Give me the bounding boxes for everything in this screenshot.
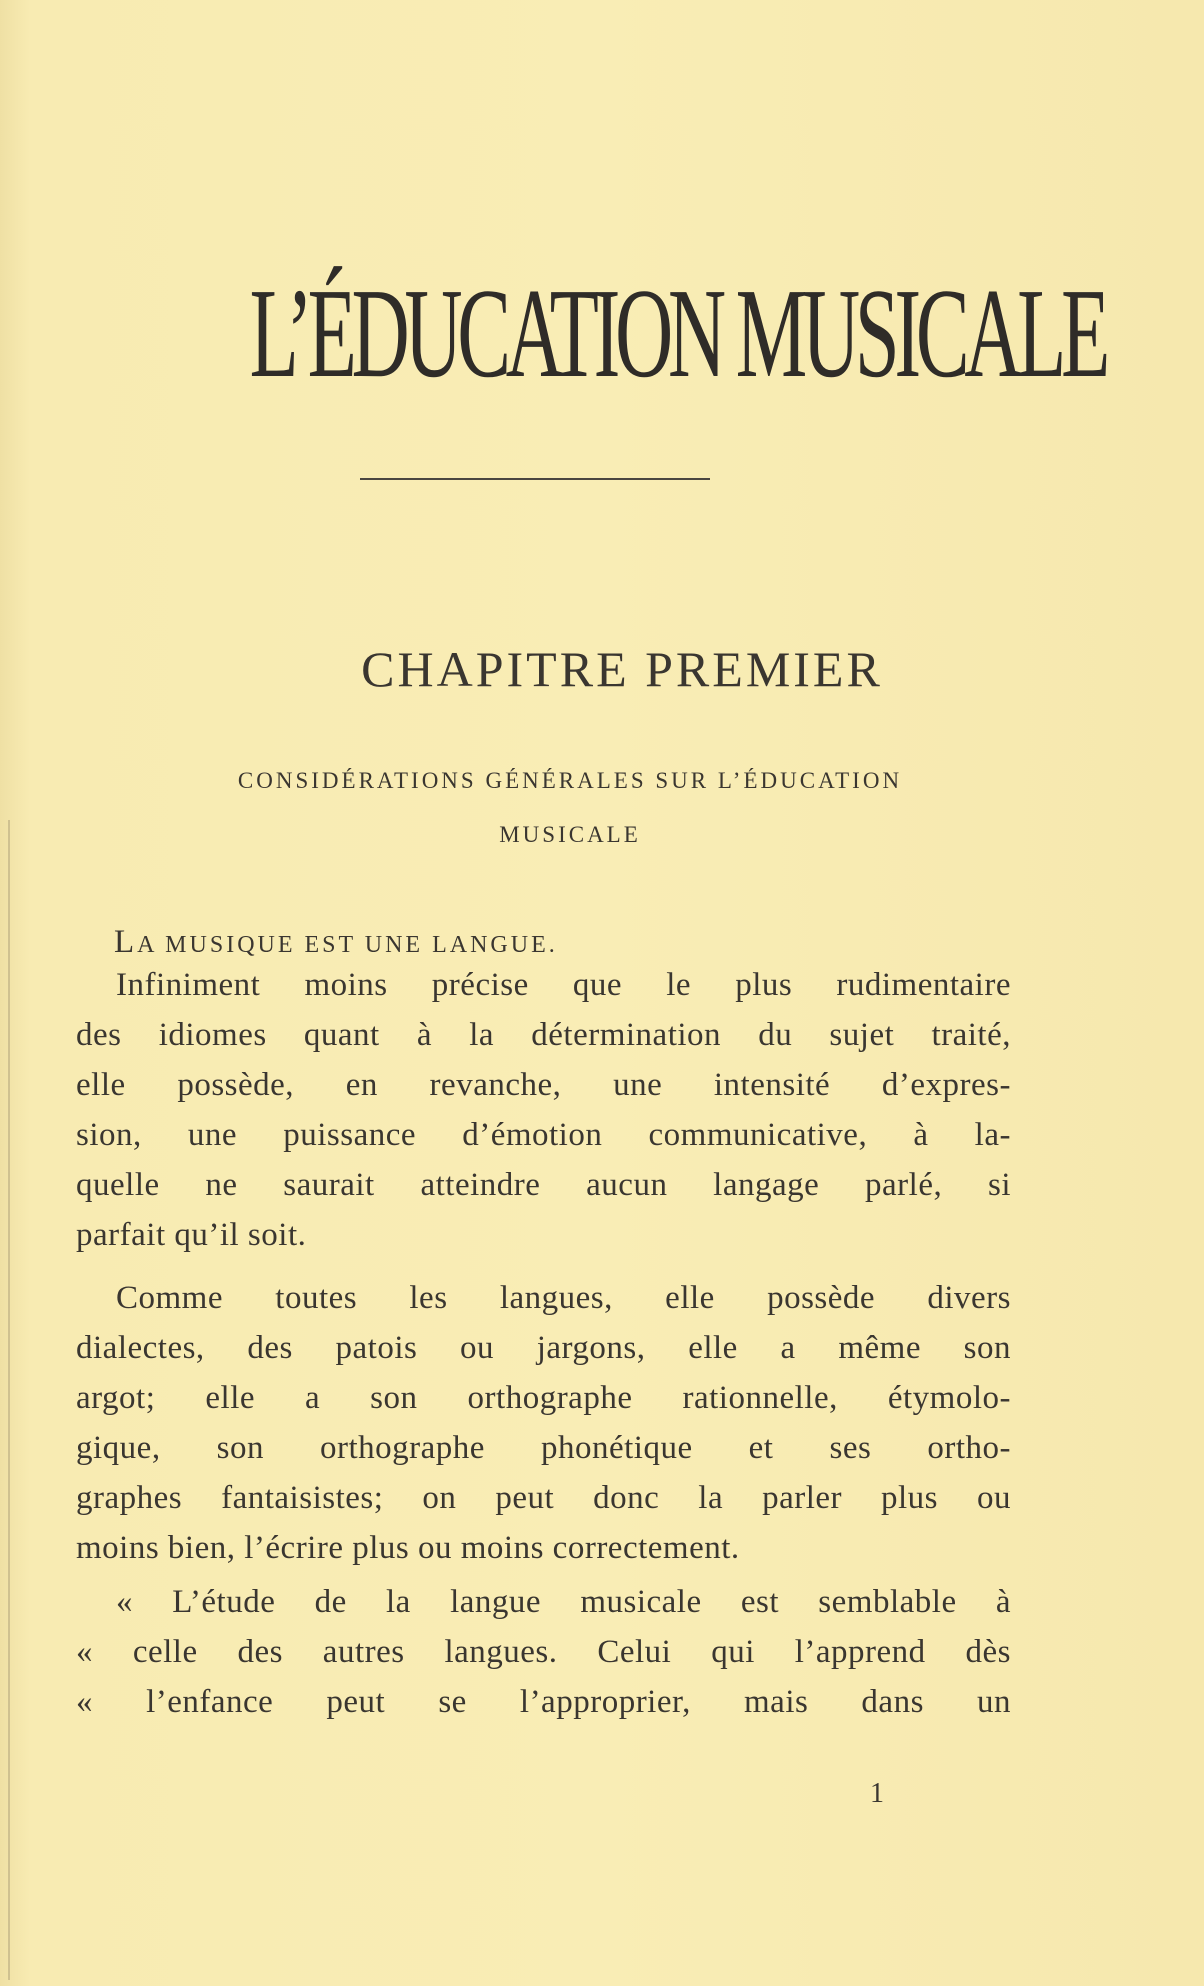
text-line: argot; elle a son orthographe rationnelle, étymolo-	[76, 1380, 1011, 1416]
text-line: gique, son orthographe phonétique et ses ortho-	[76, 1430, 1011, 1466]
text-line: « l’enfance peut se l’approprier, mais dans un	[76, 1684, 1011, 1720]
text-line: parfait qu’il soit.	[76, 1217, 307, 1253]
page-edge-line	[8, 820, 10, 1980]
text-line: sion, une puissance d’émotion communicative, à la-	[76, 1117, 1011, 1153]
book-title: L’ÉDUCATION MUSICALE	[249, 262, 1106, 405]
text-line: « celle des autres langues. Celui qui l’apprend dès	[76, 1634, 1011, 1670]
opening-line	[114, 924, 558, 961]
text-line: elle possède, en revanche, une intensité d’expres-	[76, 1067, 1011, 1103]
text-line: « L’étude de la langue musicale est semblable à	[116, 1584, 1011, 1620]
page-number: 1	[870, 1778, 884, 1809]
text-line: des idiomes quant à la détermination du sujet traité,	[76, 1017, 1011, 1053]
opening-rest: A MUSIQUE EST UNE LANGUE.	[137, 932, 558, 958]
chapter-subtitle-line-1: CONSIDÉRATIONS GÉNÉRALES SUR L’ÉDUCATION	[237, 768, 903, 793]
text-line: dialectes, des patois ou jargons, elle a même son	[76, 1330, 1011, 1366]
text-line: graphes fantaisistes; on peut donc la parler plus ou	[76, 1480, 1011, 1516]
chapter-title: CHAPITRE PREMIER	[361, 641, 883, 697]
text-line: moins bien, l’écrire plus ou moins correctement.	[76, 1530, 740, 1566]
text-line: quelle ne saurait atteindre aucun langage parlé, si	[76, 1167, 1011, 1203]
text-line: Infiniment moins précise que le plus rudimentaire	[116, 967, 1011, 1003]
opening-initial: L	[114, 924, 138, 960]
text-line: Comme toutes les langues, elle possède divers	[116, 1280, 1011, 1316]
title-rule	[360, 478, 710, 480]
chapter-subtitle-line-2: MUSICALE	[499, 822, 641, 847]
